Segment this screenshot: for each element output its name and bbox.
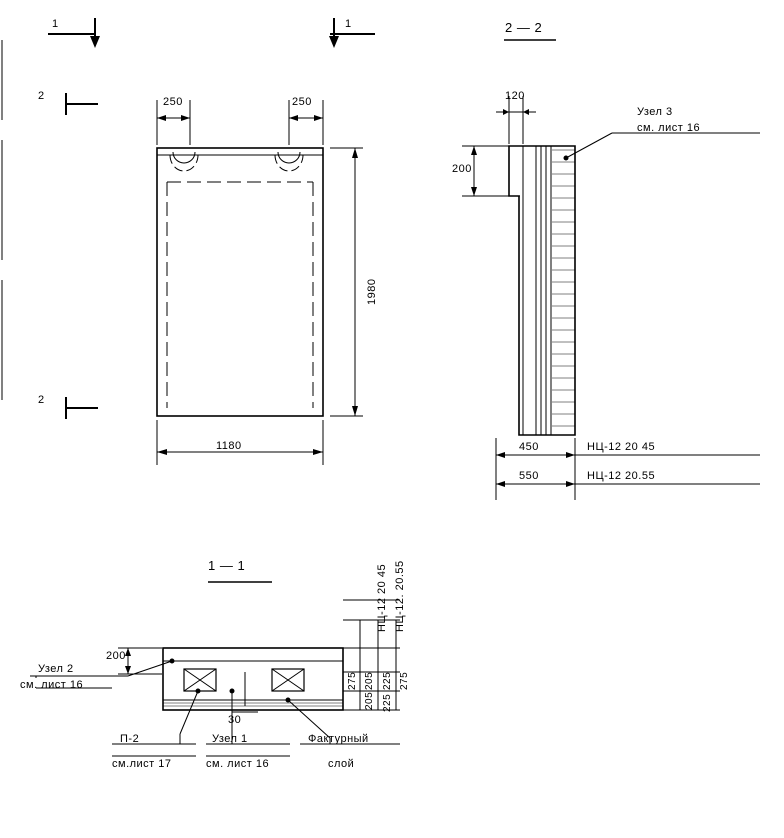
texture-layer-label-1: Фактурный xyxy=(308,733,369,745)
node-3-sheet-ref: см. лист 16 xyxy=(637,122,701,134)
dimension-200-section22: 200 xyxy=(452,163,472,175)
dimension-250-left: 250 xyxy=(163,96,183,108)
section-mark-1-left-label: 1 xyxy=(52,18,59,30)
stack-dim-b1: 225 xyxy=(382,671,393,690)
dimension-550: 550 xyxy=(519,470,539,482)
dimension-30: 30 xyxy=(228,714,242,726)
node-1-sheet-ref: см. лист 16 xyxy=(206,758,270,770)
dimension-250-right: 250 xyxy=(292,96,312,108)
dimension-1180: 1180 xyxy=(216,440,242,452)
stack-dim-a1: 205 xyxy=(364,671,375,690)
section-mark-2-bottom-label: 2 xyxy=(38,394,45,406)
code-vert-45: НЦ-12 20 45 xyxy=(376,563,388,632)
dimension-200-section11: 200 xyxy=(106,650,126,662)
stack-dim-a2: 205 xyxy=(364,691,375,710)
code-450: НЦ-12 20 45 xyxy=(587,441,656,453)
section-mark-1-right-label: 1 xyxy=(345,18,352,30)
texture-layer-label-2: слой xyxy=(328,758,355,770)
stack-dim-b2: 225 xyxy=(382,693,393,712)
p2-label: П-2 xyxy=(120,733,140,745)
dimension-120: 120 xyxy=(505,90,525,102)
section-1-1-title: 1 — 1 xyxy=(208,558,246,573)
code-550: НЦ-12 20.55 xyxy=(587,470,656,482)
code-vert-55: НЦ-12. 20.55 xyxy=(394,560,406,632)
node-3-label: Узел 3 xyxy=(637,106,673,118)
dimension-1980: 1980 xyxy=(366,278,378,305)
stack-dim-b3: 275 xyxy=(399,671,410,690)
dimension-450: 450 xyxy=(519,441,539,453)
p2-sheet-ref: см.лист 17 xyxy=(112,758,172,770)
node-2-sheet-ref: см. лист 16 xyxy=(20,679,84,691)
section-2-2-title: 2 — 2 xyxy=(505,20,543,35)
node-2-label: Узел 2 xyxy=(38,663,74,675)
section-mark-2-top-label: 2 xyxy=(38,90,45,102)
node-1-label: Узел 1 xyxy=(212,733,248,745)
stack-dim-a3: 275 xyxy=(347,671,358,690)
